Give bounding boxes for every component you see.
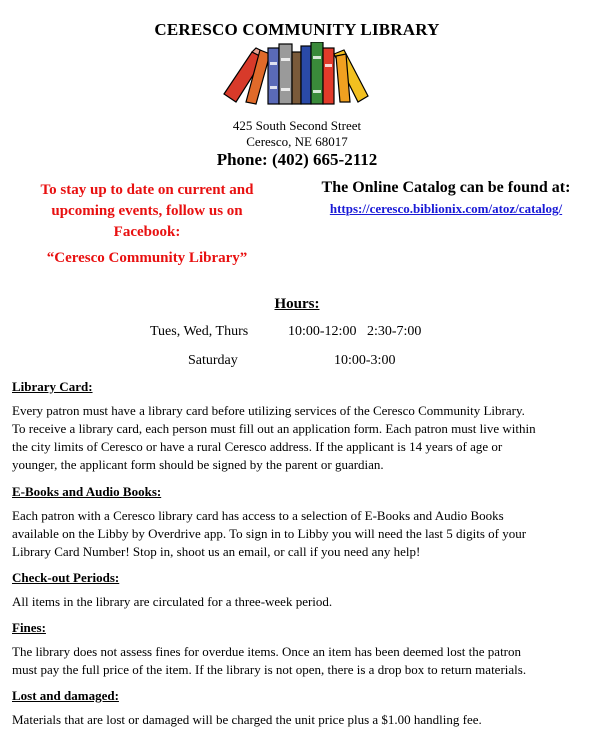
books-icon [222,42,372,108]
catalog-heading: The Online Catalog can be found at: [321,179,571,196]
ebooks-heading: E-Books and Audio Books: [12,484,162,499]
fines-heading: Fines: [12,620,46,635]
library-card-line: younger, the applicant form should be signed by the parent or guardian. [12,457,384,472]
checkout-heading: Check-out Periods: [12,570,120,585]
ebooks-line: available on the Libby by Overdrive app. To sign in to Libby you will need the last 5 digits of your [12,526,527,541]
social-text-line-3: Facebook: [113,224,181,240]
library-title: CERESCO COMMUNITY LIBRARY [154,20,440,39]
lost-damaged-line: Materials that are lost or damaged will be charged the unit price plus a $1.00 handling fee. [12,712,482,727]
library-card-line: To receive a library card, each person must fill out an application form. Each patron must live within [12,421,536,436]
catalog-link[interactable]: https://ceresco.biblionix.com/atoz/catalog/ [329,201,563,216]
ebooks-line: Each patron with a Ceresco library card has access to a selection of E-Books and Audio Books [12,508,504,523]
checkout-line: All items in the library are circulated for a three-week period. [12,594,333,609]
phone-number: Phone: (402) 665-2112 [216,150,378,169]
library-card-line: Every patron must have a library card before utilizing services of the Ceresco Community Library. [12,403,525,418]
library-card-line: the city limits of Ceresco or have a rural Ceresco address. If the applicant is 14 years of age or [12,439,503,454]
social-text-line-1: To stay up to date on current and [40,182,254,198]
library-card-heading: Library Card: [12,379,93,394]
social-text-line-2: upcoming events, follow us on [51,203,243,219]
hours-times-weekday: 10:00-12:00 2:30-7:00 [288,324,422,339]
hours-heading: Hours: [274,296,320,312]
address-line-1: 425 South Second Street [232,118,362,133]
ebooks-line: Library Card Number! Stop in, shoot us an email, or call if you need any help! [12,544,421,559]
fines-line: The library does not assess fines for overdue items. Once an item has been deemed lost the patron [12,644,522,659]
address-line-2: Ceresco, NE 68017 [246,134,348,149]
fines-line: must pay the full price of the item. If the library is not open, there is a drop box to return materials. [12,662,527,677]
hours-days-saturday: Saturday [188,353,238,368]
hours-days-weekday: Tues, Wed, Thurs [150,324,249,339]
facebook-page-name: “Ceresco Community Library” [46,250,248,266]
lost-damaged-heading: Lost and damaged: [12,688,119,703]
hours-times-saturday: 10:00-3:00 [334,353,396,368]
